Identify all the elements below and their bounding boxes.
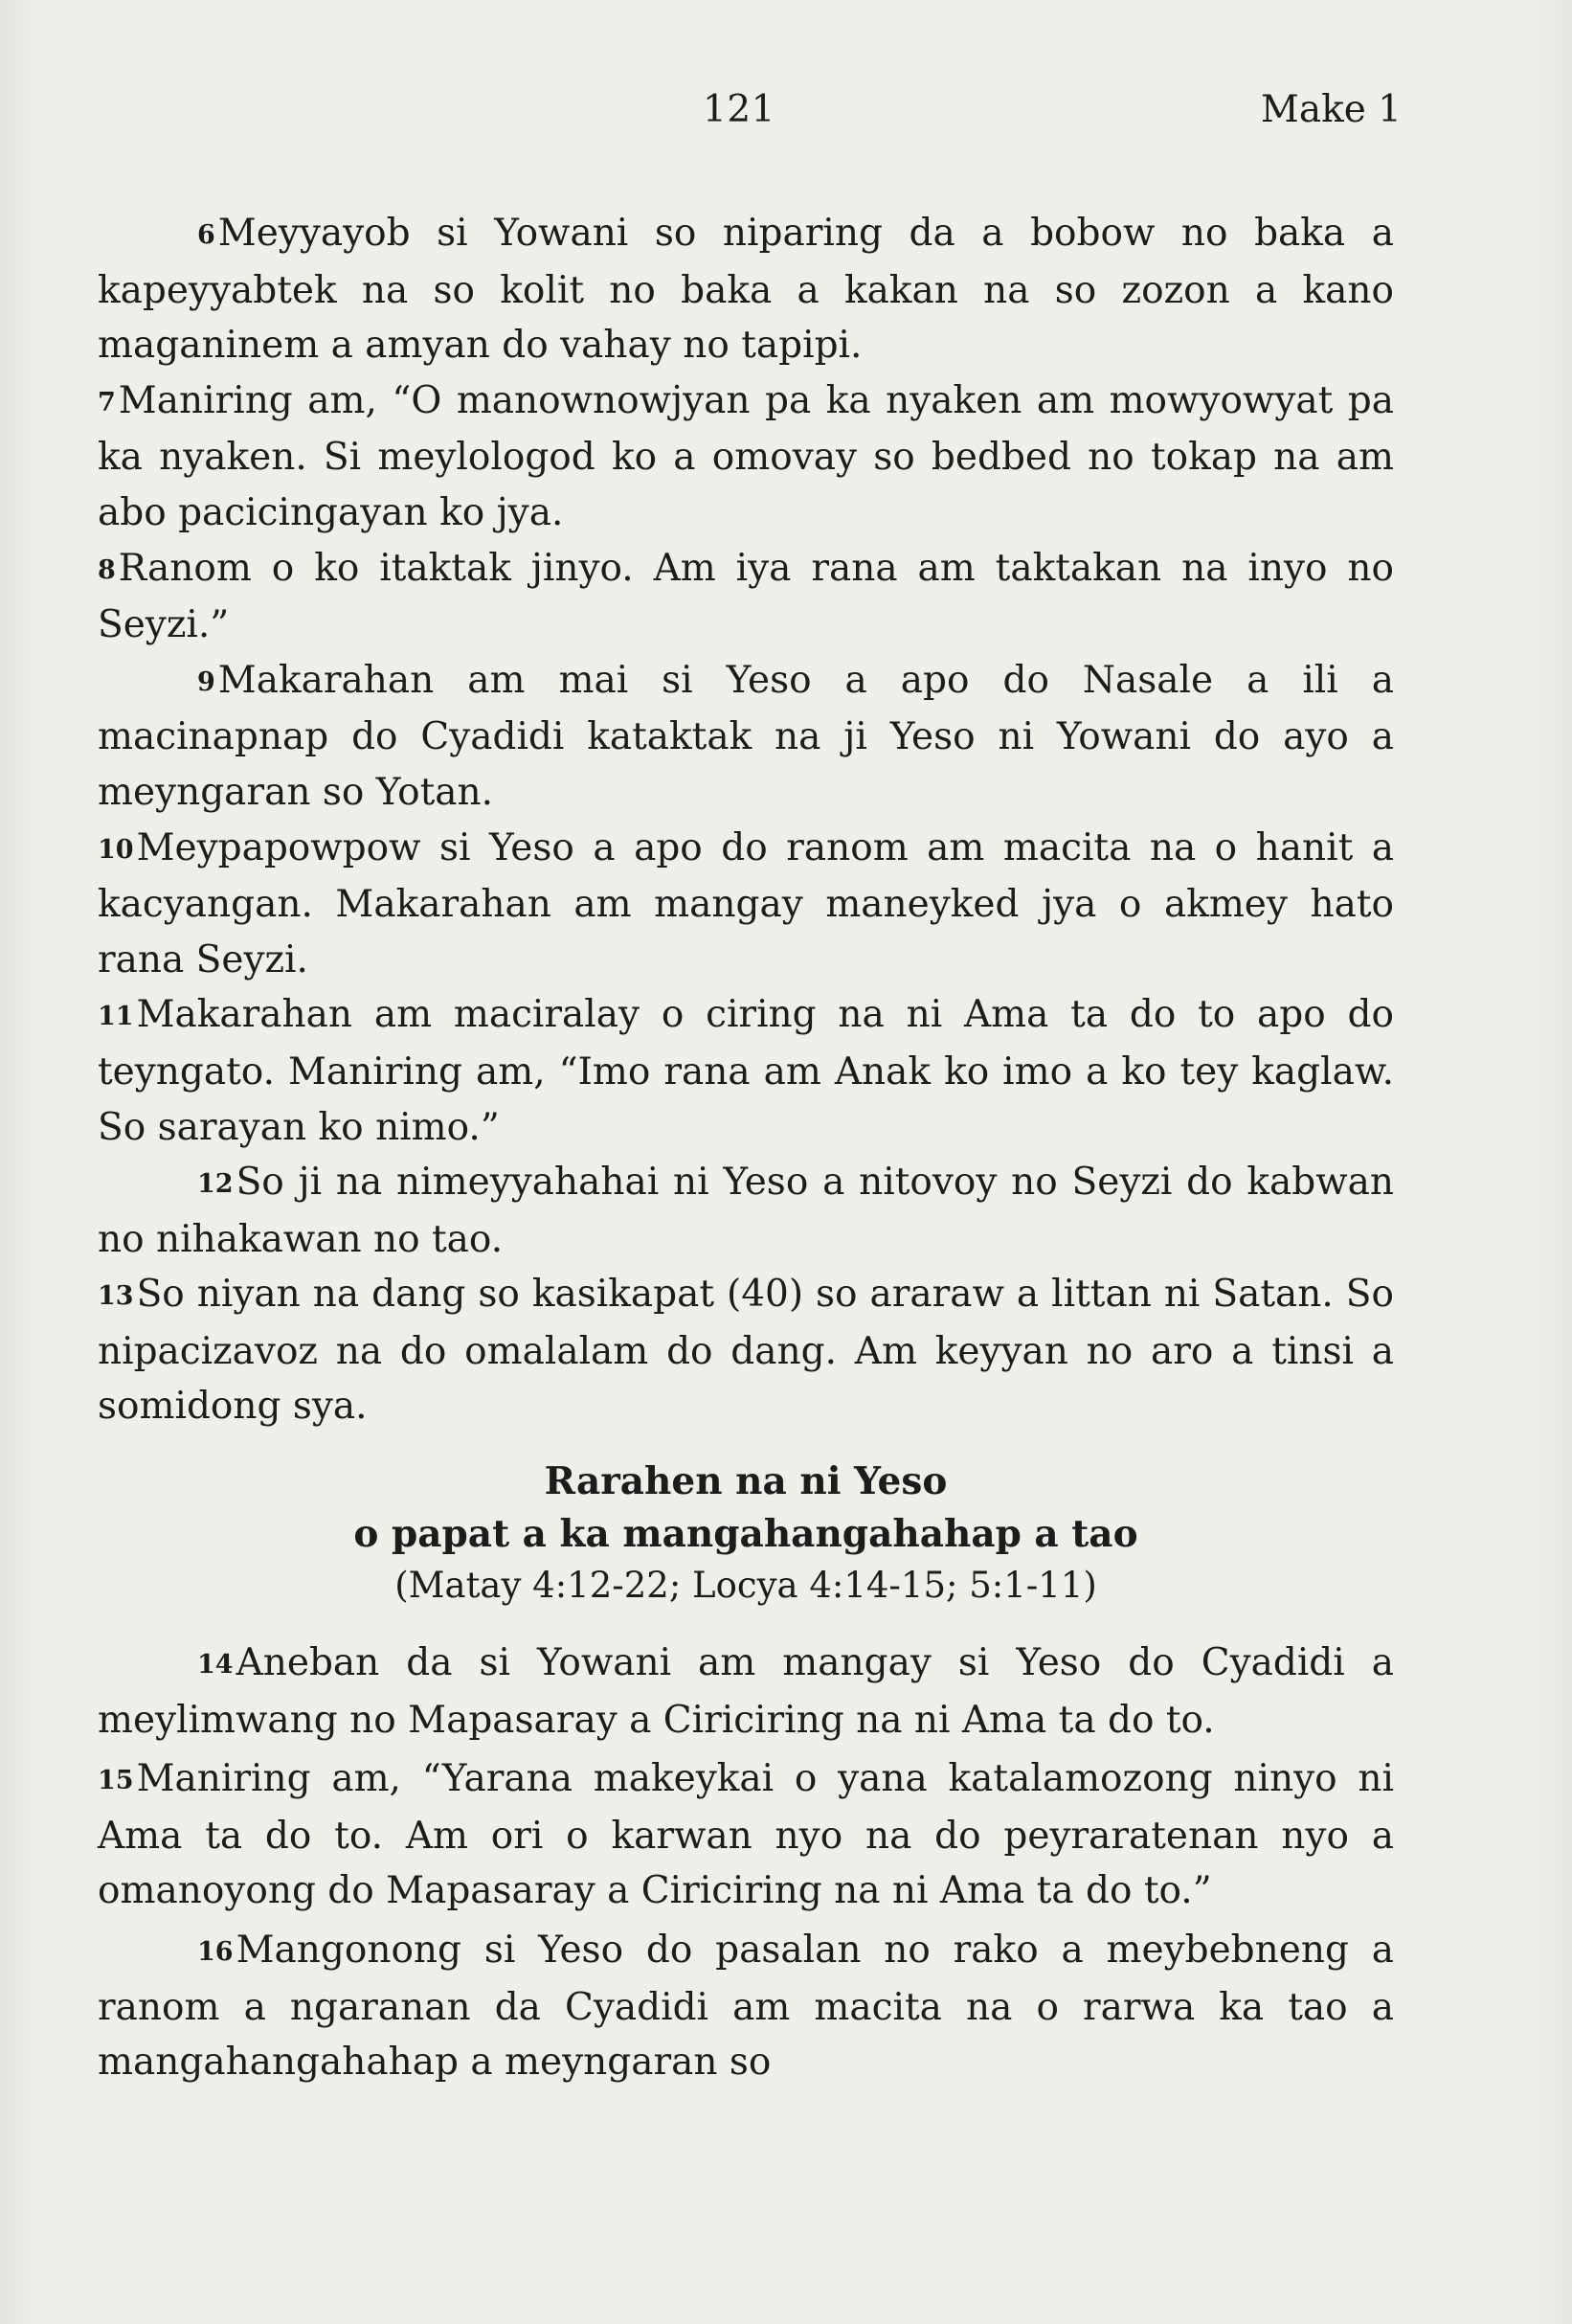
verse-6 [98, 206, 1394, 373]
verse-number: 13 [98, 1281, 134, 1312]
verse-12 [98, 1155, 1394, 1267]
verse-14 [98, 1636, 1394, 1748]
verse-text: Aneban da si Yowani am mangay si Yeso do Cyadidi a meylimwang no Mapasaray a Ciriciring na ni Ama ta do to. [98, 1641, 1394, 1742]
verse-9 [98, 653, 1394, 821]
running-head: Make 1 [1260, 88, 1402, 131]
body-text [98, 206, 1394, 2090]
verse-number: 10 [98, 834, 134, 865]
verse-7 [98, 373, 1394, 541]
verse-text: Maniring am, “O manownowjyan pa ka nyaken am mowyowyat pa ka nyaken. Si meylologod ko a omovay so bedbed no tokap na am abo pacicingayan ko jya. [98, 378, 1394, 534]
verse-text: So niyan na dang so kasikapat (40) so araraw a littan ni Satan. So nipacizavoz na do omalalam do dang. Am keyyan no aro a tinsi a somidong sya. [98, 1273, 1394, 1429]
verse-text: Meyyayob si Yowani so niparing da a bobow no baka a kapeyyabtek na so kolit no baka a kakan na so zozon a kano maganinem a amyan do vahay no tapipi. [98, 212, 1394, 368]
section-heading-line-2: o papat a ka mangahangahahap a tao [353, 1512, 1138, 1557]
page-header [96, 88, 1402, 146]
verse-16 [98, 1923, 1394, 2090]
verse-number: 16 [197, 1937, 234, 1968]
verse-text: Mangonong si Yeso do pasalan no rako a meybebneng a ranom a ngaranan da Cyadidi am macita na o rarwa ka tao a mangahangahahap a meyngaran so [98, 1929, 1394, 2085]
verse-text: Makarahan am maciralay o ciring na ni Ama ta do to apo do teyngato. Maniring am, “Imo rana am Anak ko imo a ko tey kaglaw. So sarayan ko nimo.” [98, 993, 1394, 1149]
verse-number: 14 [197, 1650, 234, 1681]
verse-number: 11 [98, 1002, 134, 1032]
verse-number: 7 [98, 387, 116, 417]
verse-text: Maniring am, “Yarana makeykai o yana katalamozong ninyo ni Ama ta do to. Am ori o karwan nyo na do peyraratenan nyo a omanoyong do Mapasaray a Ciriciring na ni Ama ta do to.” [98, 1757, 1394, 1913]
verse-text: So ji na nimeyyahahai ni Yeso a nitovoy no Seyzi do kabwan no nihakawan no tao. [98, 1161, 1394, 1261]
cross-reference: (Matay 4:12-22; Locya 4:14-15; 5:1-11) [394, 1565, 1097, 1607]
verse-number: 8 [98, 554, 116, 585]
verse-number: 9 [197, 666, 215, 697]
verse-text: Makarahan am mai si Yeso a apo do Nasale a ili a macinapnap do Cyadidi kataktak na ji Yeso ni Yowani do ayo a meyngaran so Yotan. [98, 658, 1394, 814]
verse-13 [98, 1267, 1394, 1434]
verse-text: Meypapowpow si Yeso a apo do ranom am macita na o hanit a kacyangan. Makarahan am mangay maneyked jya o akmey hato rana Seyzi. [98, 825, 1394, 981]
section-heading [98, 1455, 1394, 1611]
verse-15 [98, 1751, 1394, 1919]
page-number: 121 [703, 88, 775, 131]
verse-number: 12 [197, 1169, 234, 1200]
verse-10 [98, 821, 1394, 988]
verse-number: 6 [197, 220, 215, 250]
verse-11 [98, 987, 1394, 1155]
verse-8 [98, 541, 1394, 653]
verse-number: 15 [98, 1766, 134, 1796]
verse-text: Ranom o ko itaktak jinyo. Am iya rana am taktakan na inyo no Seyzi.” [98, 546, 1394, 647]
section-heading-line-1: Rarahen na ni Yeso [544, 1459, 948, 1504]
